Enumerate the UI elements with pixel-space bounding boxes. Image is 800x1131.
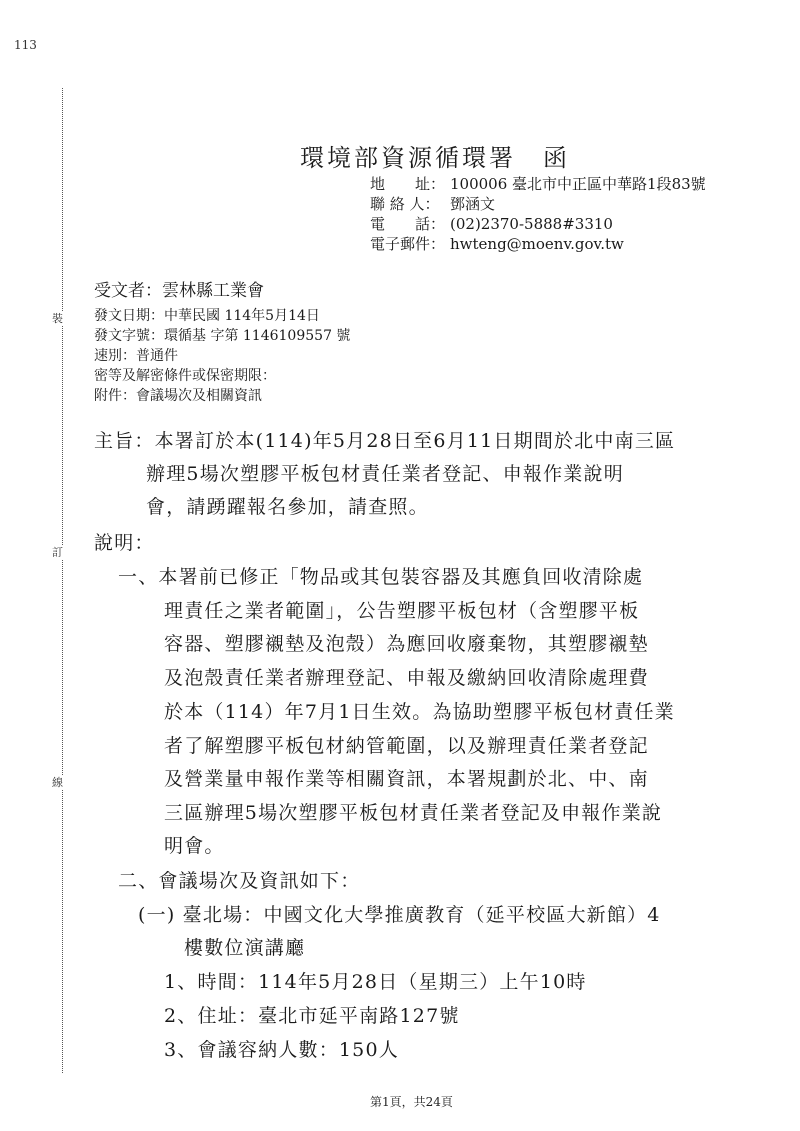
venue-address: 2、住址：臺北市延平南路127號 <box>164 1005 460 1027</box>
contact-value: 100006 臺北市中正區中華路1段83號 <box>450 175 706 193</box>
contact-label: 地 址： <box>370 175 446 193</box>
document-number: 發文字號：環循基 字第 1146109557 號 <box>94 328 351 344</box>
explanation-heading: 說明： <box>94 532 155 554</box>
venue-capacity: 3、會議容納人數：150人 <box>164 1039 399 1061</box>
page-footer: 第1頁，共24頁 <box>370 1095 453 1109</box>
item-1-line: 容器、塑膠襯墊及泡殼）為應回收廢棄物，其塑膠襯墊 <box>164 633 649 655</box>
contact-value: 鄧涵文 <box>450 195 496 213</box>
contact-label: 電子郵件： <box>370 235 446 253</box>
subject-line: 主旨：本署訂於本(114)年5月28日至6月11日期間於北中南三區 <box>94 430 676 452</box>
venue-title-line: (一) 臺北場：中國文化大學推廣教育（延平校區大新館）4 <box>138 904 661 926</box>
contact-label: 聯 絡 人： <box>370 195 440 213</box>
contact-phone <box>370 214 613 234</box>
item-1-line: 及泡殼責任業者辦理登記、申報及繳納回收清除處理費 <box>164 667 649 689</box>
issue-date: 發文日期：中華民國 114年5月14日 <box>94 308 320 324</box>
attachment: 附件：會議場次及相關資訊 <box>94 388 262 404</box>
binding-line <box>62 88 63 1073</box>
contact-value: (02)2370-5888#3310 <box>450 215 613 233</box>
page-number: 113 <box>14 38 37 52</box>
contact-email <box>370 234 624 254</box>
item-1-line: 於本（114）年7月1日生效。為協助塑膠平板包材責任業 <box>164 701 675 723</box>
contact-value: hwteng@moenv.gov.tw <box>450 235 624 253</box>
venue-title-line: 樓數位演講廳 <box>184 937 306 959</box>
document-title: 環境部資源循環署 函 <box>300 144 570 172</box>
delivery-speed: 速別：普通件 <box>94 348 178 364</box>
item-1-line: 理責任之業者範圍」，公告塑膠平板包材（含塑膠平板 <box>164 600 640 622</box>
recipient: 受文者：雲林縣工業會 <box>94 281 264 301</box>
binding-mark-xian: 線 <box>52 776 63 789</box>
item-1-line: 一、本署前已修正「物品或其包裝容器及其應負回收清除處 <box>118 566 644 588</box>
binding-mark-zhuang: 裝 <box>52 312 63 325</box>
contact-address <box>370 174 706 194</box>
venue-time: 1、時間：114年5月28日（星期三）上午10時 <box>164 971 587 993</box>
subject-line: 辦理5場次塑膠平板包材責任業者登記、申報作業說明 <box>146 463 624 485</box>
subject-line: 會，請踴躍報名參加，請查照。 <box>146 496 429 518</box>
item-1-line: 三區辦理5場次塑膠平板包材責任業者登記及申報作業說 <box>164 802 663 824</box>
confidentiality: 密等及解密條件或保密期限： <box>94 368 276 384</box>
item-2-heading: 二、會議場次及資訊如下： <box>118 870 361 892</box>
contact-label: 電 話： <box>370 215 446 233</box>
item-1-line: 及營業量申報作業等相關資訊，本署規劃於北、中、南 <box>164 768 649 790</box>
binding-mark-ding: 訂 <box>52 546 63 559</box>
item-1-line: 明會。 <box>164 835 225 857</box>
contact-person <box>370 194 495 214</box>
item-1-line: 者了解塑膠平板包材納管範圍，以及辦理責任業者登記 <box>164 735 649 757</box>
